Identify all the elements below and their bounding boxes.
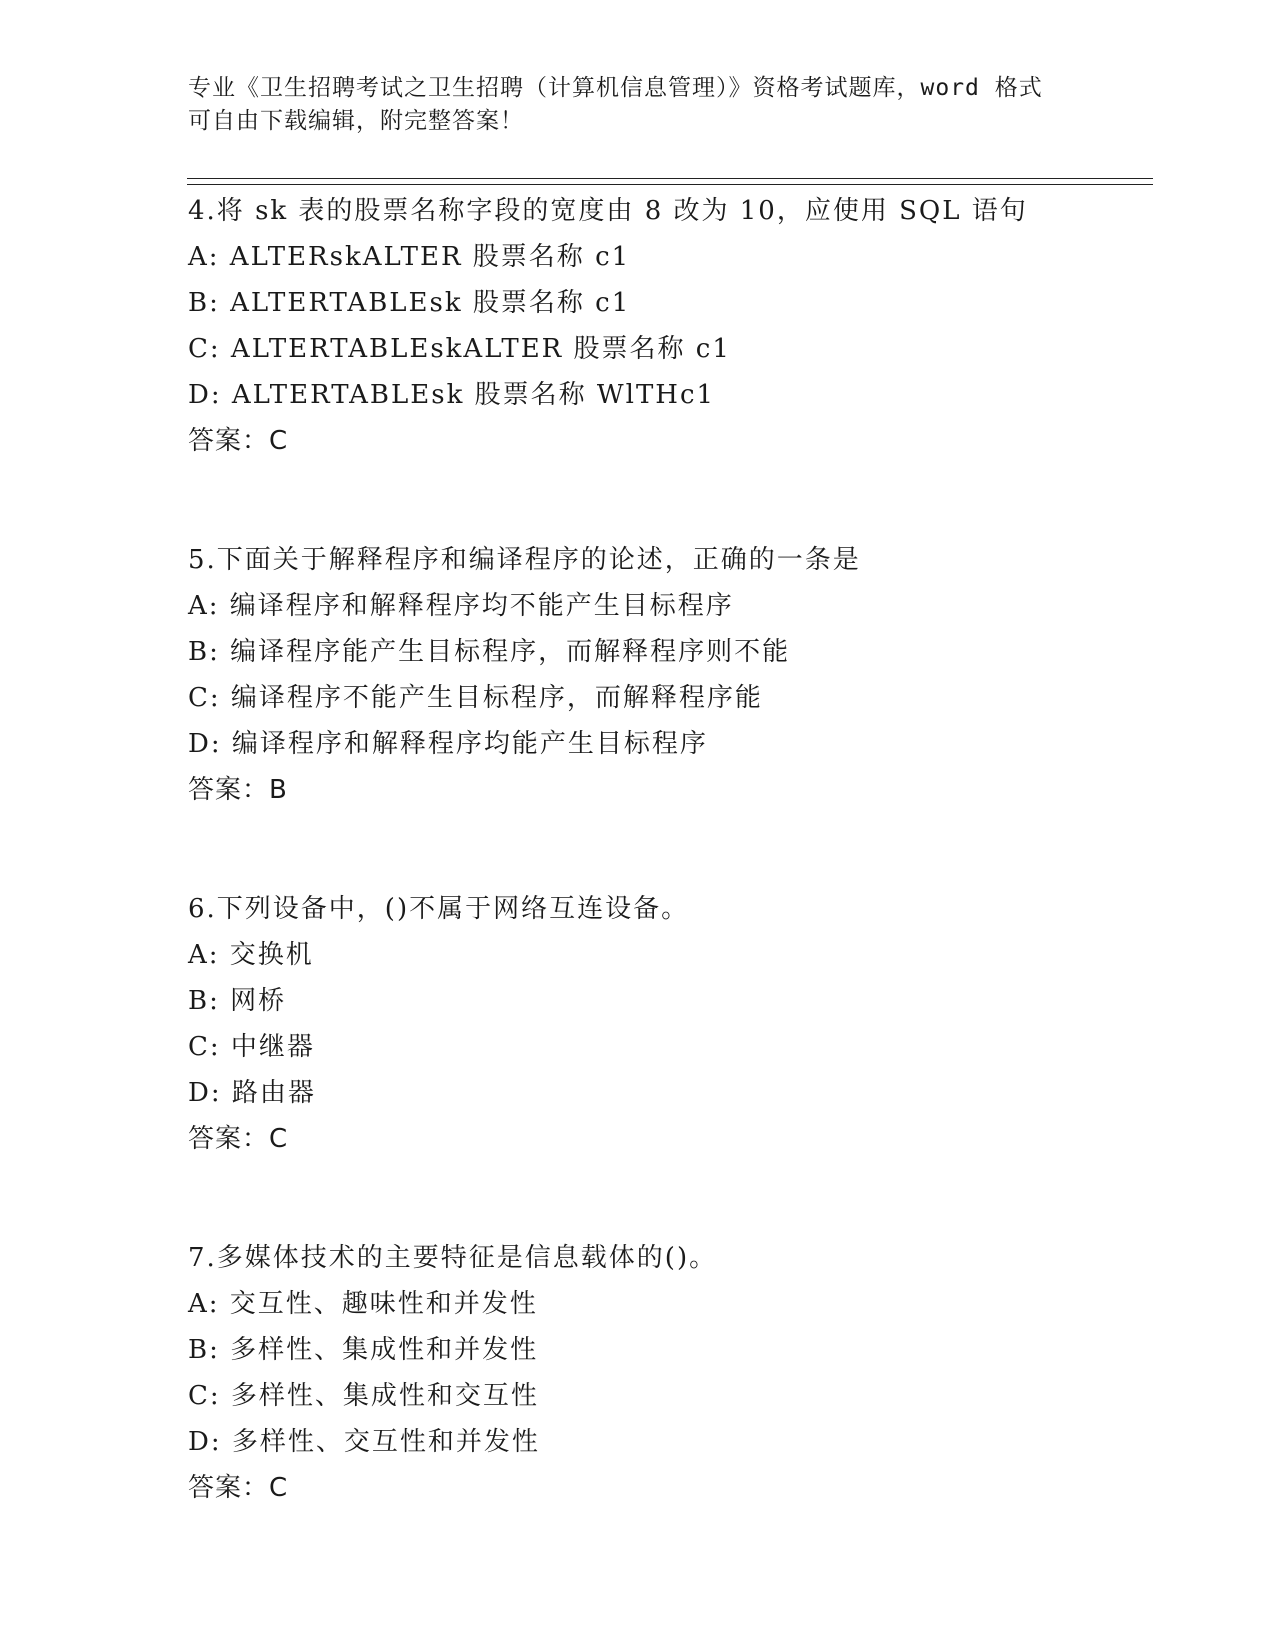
option-d: D: 多样性、交互性和并发性 [188,1427,540,1457]
option-d: D: 路由器 [188,1078,316,1108]
option-d: D: 编译程序和解释程序均能产生目标程序 [188,729,708,759]
option-d: D: ALTERTABLEsk 股票名称 WlTHc1 [188,380,716,410]
header-line-1: 专业《卫生招聘考试之卫生招聘（计算机信息管理）》资格考试题库，word 格式 [188,75,1043,101]
option-a: A: ALTERskALTER 股票名称 c1 [188,242,631,272]
document-header [188,72,1088,138]
option-a: A: 交互性、趣味性和并发性 [188,1289,538,1319]
header-divider-bottom [187,184,1153,185]
option-b: B: 编译程序能产生目标程序，而解释程序则不能 [188,637,791,667]
question-stem: 4.将 sk 表的股票名称字段的宽度由 8 改为 10，应使用 SQL 语句 [188,196,1028,226]
option-a: A: 编译程序和解释程序均不能产生目标程序 [188,591,734,621]
question-stem: 5.下面关于解释程序和编译程序的论述，正确的一条是 [188,545,861,575]
answer-label: 答案：C [188,1473,289,1503]
answer-label: 答案：B [188,775,288,805]
header-line-2: 可自由下载编辑，附完整答案！ [188,108,524,134]
question-item [188,537,1148,813]
question-stem: 6.下列设备中，()不属于网络互连设备。 [188,894,690,924]
option-c: C: ALTERTABLEskALTER 股票名称 c1 [188,334,731,364]
question-list [188,188,1148,1511]
question-stem: 7.多媒体技术的主要特征是信息载体的()。 [188,1243,718,1273]
option-a: A: 交换机 [188,940,314,970]
option-b: B: ALTERTABLEsk 股票名称 c1 [188,288,631,318]
answer-label: 答案：C [188,1124,289,1154]
option-c: C: 编译程序不能产生目标程序，而解释程序能 [188,683,763,713]
question-item [188,188,1148,464]
option-c: C: 中继器 [188,1032,315,1062]
question-item [188,886,1148,1162]
header-divider-top [187,178,1153,179]
question-item [188,1235,1148,1511]
option-c: C: 多样性、集成性和交互性 [188,1381,539,1411]
option-b: B: 多样性、集成性和并发性 [188,1335,539,1365]
option-b: B: 网桥 [188,986,287,1016]
answer-label: 答案：C [188,426,289,456]
